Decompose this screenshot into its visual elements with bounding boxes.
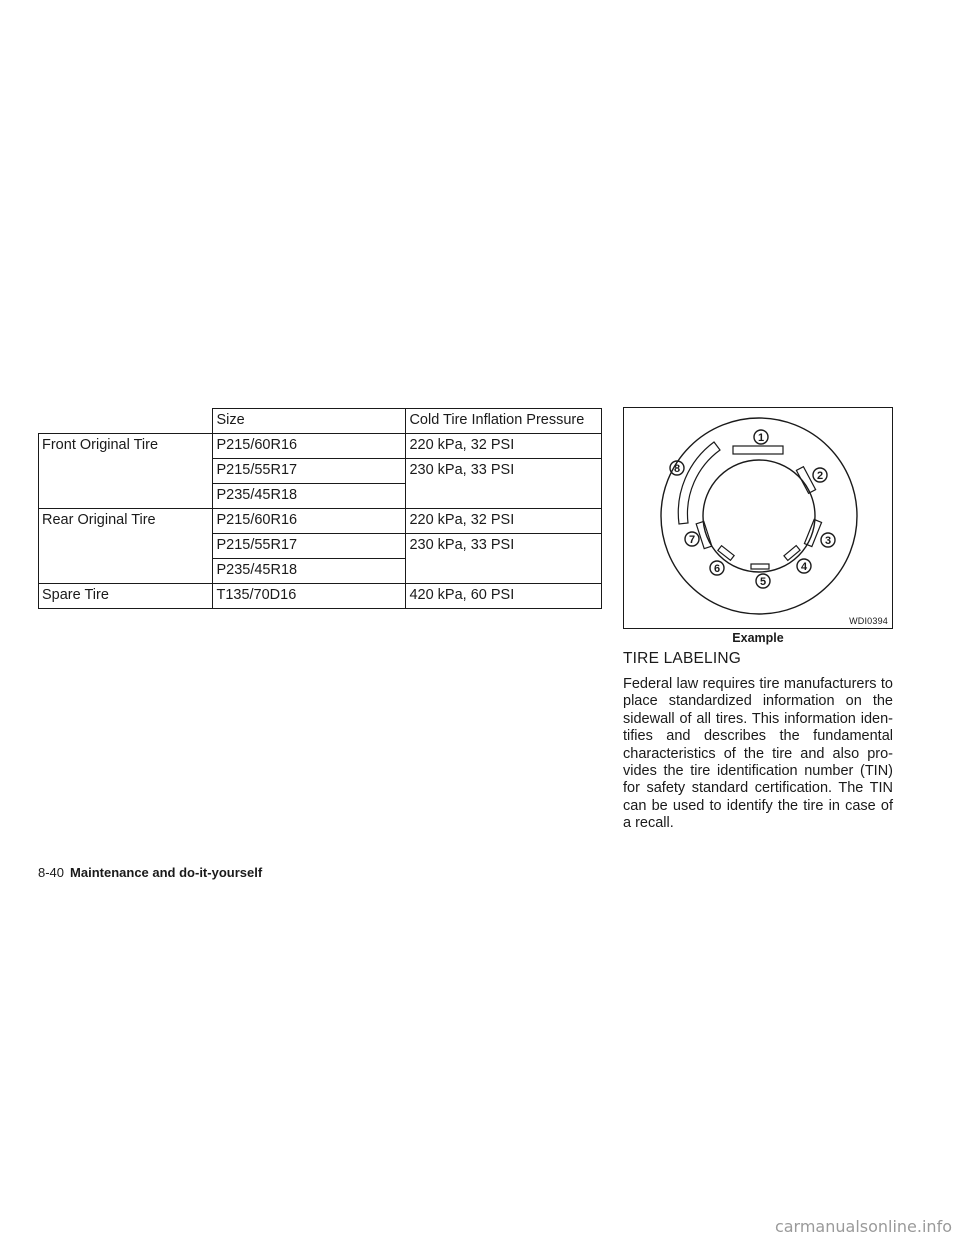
row-pressure: 230 kPa, 33 PSI [406,534,602,584]
table-row [39,434,602,459]
page-number: 8-40 [38,865,65,880]
svg-text:2: 2 [816,470,824,482]
row-size: P235/45R18 [213,484,406,509]
table-row [39,459,602,484]
row-pressure: 420 kPa, 60 PSI [406,584,602,609]
marker-4 [797,559,811,573]
marker-2 [813,468,827,482]
sidewall-label-2 [796,467,815,494]
svg-text:4: 4 [800,561,808,573]
row-label [39,459,213,484]
table-header-pressure: Cold Tire Inflation Pressure [406,409,602,434]
watermark: carmanualsonline.info [774,1217,952,1236]
table-header-size: Size [213,409,406,434]
page-footer [38,865,262,880]
row-label: Rear Original Tire [39,509,213,534]
section-body: Federal law requires tire manufacturers to place standardized information on the sidewall of all tires. This information iden- tifies and describes the fundamental characteristics of the tire and also pro- vides the tire identification number (TIN) for safety standard certification. The TIN can be used to identify the tire in case of a recall. [623,676,893,832]
row-size: T135/70D16 [213,584,406,609]
table-row [39,534,602,559]
figure-caption: Example [732,631,784,645]
marker-3 [821,533,835,547]
marker-5 [756,574,770,588]
svg-text:7: 7 [688,534,696,546]
row-size: P215/55R17 [213,459,406,484]
svg-text:6: 6 [713,563,721,575]
svg-text:5: 5 [759,576,767,588]
row-pressure: 220 kPa, 32 PSI [406,434,602,459]
tire-rim-circle [703,460,815,572]
marker-1 [754,430,768,444]
row-size: P215/60R16 [213,509,406,534]
marker-8 [670,461,684,475]
row-label [39,559,213,584]
row-pressure: 220 kPa, 32 PSI [406,509,602,534]
svg-text:1: 1 [757,432,765,444]
row-pressure: 230 kPa, 33 PSI [406,459,602,509]
row-size: P215/60R16 [213,434,406,459]
row-label: Spare Tire [39,584,213,609]
table-header-row [39,409,602,434]
table-row [39,509,602,534]
chapter-title: Maintenance and do-it-yourself [70,865,263,880]
marker-7 [685,532,699,546]
table-row [39,584,602,609]
row-label: Front Original Tire [39,434,213,459]
row-size: P215/55R17 [213,534,406,559]
tire-pressure-table [38,408,602,609]
figure-code: WDI0394 [849,616,888,626]
sidewall-label-6 [718,546,734,561]
sidewall-label-1 [733,446,783,454]
svg-text:8: 8 [673,463,681,475]
section-title: TIRE LABELING [623,650,742,667]
row-size: P235/45R18 [213,559,406,584]
tire-sidewall-figure [623,407,893,629]
sidewall-label-5 [751,564,769,569]
row-label [39,534,213,559]
tire-sidewall-illustration [624,408,894,630]
row-label [39,484,213,509]
sidewall-label-4 [784,546,800,561]
svg-text:3: 3 [824,535,832,547]
marker-6 [710,561,724,575]
table-header-blank [39,409,213,434]
